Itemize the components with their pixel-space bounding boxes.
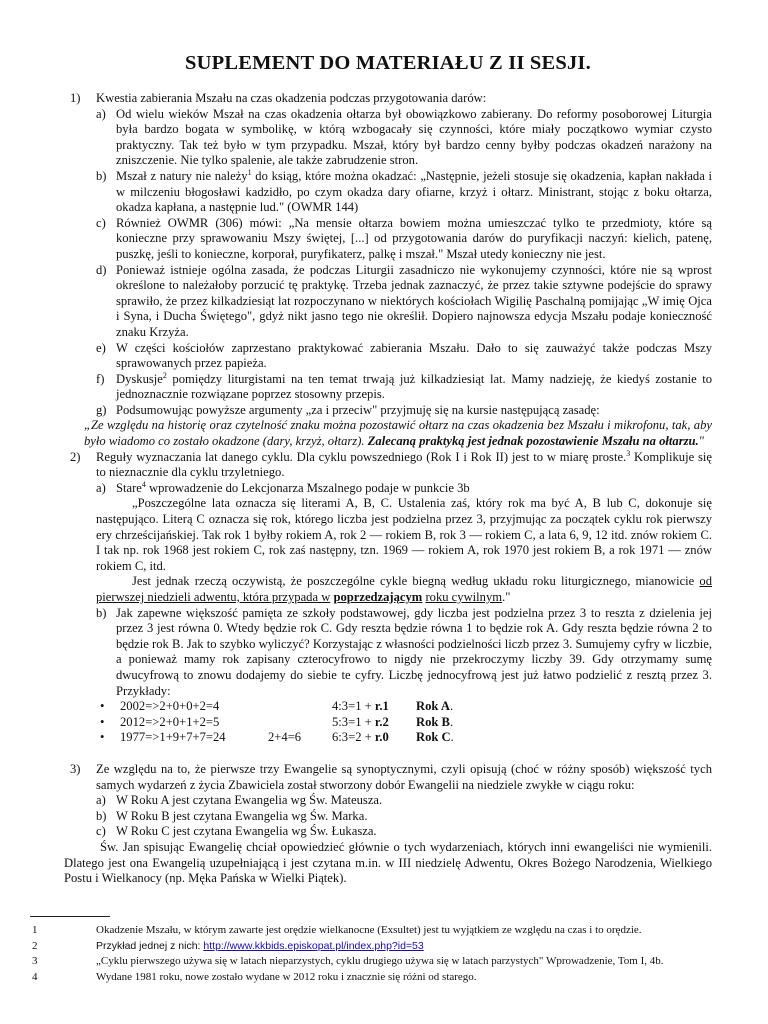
- list-item: f) Dyskusje$^2$ pomiędzy liturgistami na ten temat trwają już kilkadziesiąt lat. Mamy nadzieję, że kiedyś zostanie to jednoznacznie rozwiązane poprzez stosowny przepis.: [96, 370, 712, 402]
- list-item: b) W Roku B jest czytana Ewangelia wg Św. Marka.: [96, 808, 368, 823]
- section-number: 3): [70, 761, 81, 776]
- footnote: 3 „Cyklu pierwszego używa się w latach nieparzystych, cyklu drugiego używa się w latach parzystych" Wprowadzenie, Tom I, 4b.: [32, 955, 664, 968]
- lectionary-quote-cont: Jest jednak rzeczą oczywistą, że poszczególne cykle biegną według układu roku liturgicznego, mianowicie od pierwszej niedzieli adwentu, która przypada w poprzedzającym roku cywilnym.": [96, 574, 712, 604]
- list-item: d) Ponieważ istnieje ogólna zasada, że podczas Liturgii zasadniczo nie wykonujemy czynności, które nie są wprost określone to należałoby porzucić tę praktykę. Trzeba jednak zaznaczyć, że przez takie sztywne podejście do sprawy sprawiło, że przez kilkadziesiąt lat rozpoczynano w niektórych kościołach Wigilię Paschalną pomijając „W imię Ojca i Syna, i Ducha Świętego", gdyż nikt jasno tego nie określił. Dopiero najnowsza edycja Mszału podaje konieczność znaku Krzyża.: [96, 262, 712, 339]
- section-number: 1): [70, 91, 81, 105]
- footnote-divider: [30, 916, 110, 917]
- list-item: a) W Roku A jest czytana Ewangelia wg Św. Mateusza.: [96, 793, 383, 808]
- footnote-ref: 2: [162, 370, 167, 380]
- example-row: • 1977=>1+9+7+7=24 2+4=6 6:3=2 + r.0 Rok C.: [100, 730, 454, 745]
- footnotes: [30, 916, 720, 985]
- list-item: a) Stare$^4$ wprowadzenie do Lekcjonarza Mszalnego podaje w punkcie 3b: [96, 479, 470, 495]
- page-title: SUPLEMENT DO MATERIAŁU Z II SESJI.: [185, 52, 591, 74]
- section-3: 3) Ze względu na to, że pierwsze trzy Ewangelie są synoptycznymi, czyli opisują (choć w różny sposób) większość tych samych wydarzeń z życia Zbawiciela został stworzony dobór Ewangelii na niedziele zwykłe w ciągu roku: a) W Roku A jest czytana Ewangelia wg Św. Mateusza. b) W Roku B jest czytana Ewangelia wg Św. Marka. c) W Roku C jest czytana Ewangelia wg Św. Łukasza.: [64, 762, 712, 840]
- footnote-ref: 1: [247, 167, 252, 177]
- closing-paragraph: Św. Jan spisując Ewangelię chciał opowiedzieć głównie o tych wydarzeniach, których inni ewangeliści nie wymienili. Dlatego jest ona Ewangelią uzupełniającą i jest czytana m.in. w III niedzielę Adwentu, Okres Bożego Narodzenia, Wielkiego Postu i Wielkanocy (np. Męka Pańska w Wielki Piątek).: [64, 839, 712, 886]
- document-body: [64, 91, 712, 887]
- list-item: b) Mszał z natury nie należy$^1$ do ksiąg, które można okadzać: „Następnie, jeżeli stosuje się okadzenia, kapłan nakłada i w milczeniu błogosławi kadzidło, po czym okadza dary ofiarne, krzyż i ołtarz. Ministrant, stojąc z boku ołtarza, okadza kapłana, a następnie lud." (OWMR 144): [96, 167, 713, 215]
- example-row: • 2002=>2+0+0+2=4 4:3=1 + r.1 Rok A.: [100, 699, 454, 714]
- list-item: e) W części kościołów zaprzestano praktykować zabierania Mszału. Dało to się zauważyć także podczas Mszy sprawowanych przez papieża.: [96, 340, 712, 371]
- list-item: g) Podsumowując powyższe argumenty „za i przeciw" przyjmuję się na kursie następującą zasadę:: [96, 402, 600, 417]
- footnote: 4 Wydane 1981 roku, nowe zostało wydane w 2012 roku i znacznie się różni od starego.: [32, 970, 477, 983]
- footnote-ref: 4: [141, 479, 146, 489]
- lectionary-quote: „Poszczególne lata oznacza się literami A, B, C. Ustalenia zaś, który rok ma być A, B lub C, dokonuje się następująco. Literą C oznacza się rok, którego liczba jest podzielna przez 3, przyjmując za początek cyklu rok pierwszy ery chrześcijańskiej. Tak rok 1 byłby rokiem A, rok 2 — rokiem B, rok 3 — rokiem C, a lata 6, 9, 12 itd. znów rokiem C. I tak np. rok 1968 jest rokiem C, rok zaś następny, tzn. 1969 — rokiem A, rok 1970 jest rokiem B, a rok 1971 — znów rokiem C, itd.: [96, 496, 712, 573]
- rule-quote: „Ze względu na historię oraz czytelność znaku można pozostawić ołtarz na czas okadzenia bez Mszału i mikrofonu, tak, aby było wiadomo co zostało okadzone (dary, krzyż, ołtarz). Zalecaną praktyką jest jednak pozostawienie Mszału na ołtarzu.": [84, 418, 712, 449]
- footnote-link[interactable]: http://www.kkbids.episkopat.pl/index.php?id=53: [203, 939, 424, 952]
- section-1: [64, 91, 712, 418]
- footnote: 2 Przykład jednej z nich: http://www.kkbids.episkopat.pl/index.php?id=53: [32, 939, 424, 952]
- footnote-ref: 3: [626, 448, 631, 458]
- list-item: b) Jak zapewne większość pamięta ze szkoły podstawowej, gdy liczba jest podzielna przez 3 to reszta z dzielenia jej przez 3 jest równa 0. Wtedy będzie rok C. Gdy reszta będzie równa 1 to będzie rok A. Gdy reszta będzie równa 2 to będzie rok B. Jak to szybko wyliczyć? Korzystając z własności podzielności liczb przez 3. Sumujemy cyfry w liczbie, a ponieważ mamy rok zapisany czterocyfrowo to nigdy nie przekroczymy liczby 39. Gdy otrzymamy sumę dwucyfrową to znowu dodajemy do siebie te cyfry. Liczbę jednocyfrową jest już łatwo podzielić z resztą przez 3. Przykłady:: [96, 605, 712, 698]
- section-2: 2) Reguły wyznaczania lat danego cyklu. Dla cyklu powszedniego (Rok I i Rok II) jest to w miarę proste.$^3$ Komplikuje się to nieznacznie dla cyklu trzyletniego. a) Stare$^4$ wprowadzenie do Lekcjonarza Mszalnego podaje w punkcie 3b „Poszczególne lata oznacza się literami A, B, C. Ustalenia zaś, który rok ma być A, B lub C, dokonuje się następująco. Literą C oznacza się rok, którego liczba jest podzielna przez 3, przyjmując za początek cyklu rok pierwszy ery chrześcijańskiej. Tak rok 1 byłby rokiem A, rok 2 — rokiem B, rok 3 — rokiem C, a lata 6, 9, 12 itd. znów rokiem C. I tak np. rok 1968 jest rokiem C, rok zaś następny, tzn. 1969 — rokiem A, rok 1970 jest rokiem B, a rok 1971 — znów rokiem C, itd. Jest jednak rzeczą oczywistą, że poszczególne cykle biegną według układu roku liturgicznego, mianowicie od pierwszej niedzieli adwentu, która przypada w poprzedzającym roku cywilnym." b) Jak zapewne większość pamięta ze szkoły podstawowej, gdy liczba jest podzielna przez 3 to reszta z dzielenia jej przez 3 jest równa 0. Wtedy będzie rok C. Gdy reszta będzie równa 1 to będzie rok A. Gdy reszta będzie równa 2 to będzie rok B. Jak to szybko wyliczyć? Korzystając z własności podzielności liczb przez 3. Sumujemy cyfry w liczbie, a ponieważ mamy rok zapisany czterocyfrowo to nigdy nie przekroczymy liczby 39. Gdy otrzymamy sumę dwucyfrową to znowu dodajemy do siebie te cyfry. Liczbę jednocyfrową jest już łatwo podzielić z resztą przez 3. Przykłady: • 2002=>2+0+0+2=4 4:3=1 + r.1 Rok A. • 2012=>2+0+1+2=5 5:3=1 + r.2 Rok B. • 1977=>1+9+7+7=24 2+4=6 6:3=2 + r.0 Rok C.: [64, 450, 712, 746]
- list-item: c) Również OWMR (306) mówi: „Na mensie ołtarza bowiem można umieszczać tylko te przedmioty, które są konieczne przy sprawowaniu Mszy świętej, [...] od przygotowania darów do puryfikacji naczyń: kielich, patenę, puszkę, jeśli to konieczne, korporał, puryfikaterz, palkę i mszał." Mszał utedy konieczny nie jest.: [96, 215, 712, 261]
- section-number: 2): [70, 449, 81, 464]
- footnote: 1 Okadzenie Mszału, w którym zawarte jest orędzie wielkanocne (Exsultet) jest tu wyjątkiem ze względu na czas i to orędzie.: [32, 924, 642, 936]
- list-item: c) W Roku C jest czytana Ewangelia wg Św. Łukasza.: [96, 824, 377, 839]
- list-item: a) Od wielu wieków Mszał na czas okadzenia ołtarza był obowiązkowo zabierany. Do reformy posoborowej Liturgia była bardzo bogata w symbolikę, w którą wzbogacały się czynności, które miały początkowo wymiar czysto praktyczny. Tak też było w tym przypadku. Mszał, który był bardzo cenny byłby podczas okadzeń narażony na zniszczenie. Nie tylko spalenie, ale także zabrudzenie stron.: [96, 106, 712, 168]
- section-1-heading: Kwestia zabierania Mszału na czas okadzenia podczas przygotowania darów:: [96, 91, 487, 105]
- example-row: • 2012=>2+0+1+2=5 5:3=1 + r.2 Rok B.: [100, 714, 454, 729]
